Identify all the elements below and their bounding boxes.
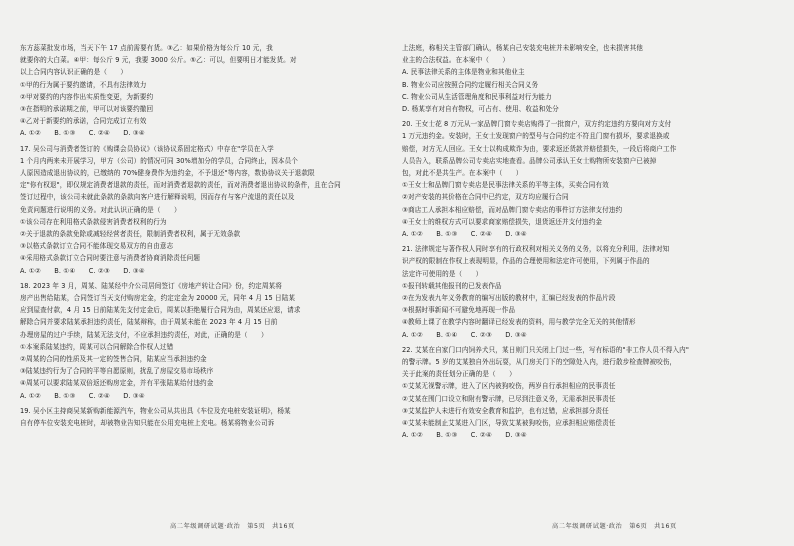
text-line: ②在为发表九年义务教育的编写出版的教材中，汇编已经发表的作品片段 [402,294,616,303]
text-line: 18. 2023 年 3 月，周某、陆某经中介公司居间签订《房地产转让合同》份，约定周某将 [20,281,282,290]
text-line: 包，对此不是共生产。在本案中（ ） [402,169,523,178]
text-line: 17. 吴公司与消费者签订的《购课会员协议》（该协议系固定格式）中存在"学员在入学 [20,144,274,153]
text-line: 上法庭，称相关主管部门确认，杨某自己安装充电桩并未影响安全，也未损害其他 [402,44,643,52]
text-line: ②对产安装的其价格在合同中已约定，双方均应履行合同 [402,193,569,202]
text-line: ③在指明的承诺期之前，甲可以对该要约撤回 [20,105,154,114]
text-line: ①报刊转载其他报刊的已发表作品 [402,281,502,290]
text-line: ④周某可以要求陆某双倍返还购房定金，并有平张陆某给付违约金 [20,379,214,388]
text-line: 定"你有权退"，即仅规定消费者退款的责任，而对消费者退款的责任，而对消费者退出协议的条件，且在合同 [20,181,341,190]
text-line: ③根据时事新闻不可避免地再现一作品 [402,306,516,315]
text-line: 人员告入，联系品牌公司专卖店实地查看。品牌公司承认王女士购物所安装窗户已被掉 [402,156,657,165]
text-line: 关于此案的责任划分正确的是（ ） [402,370,516,379]
right-page [402,42,784,507]
text-line: 法定许可使用的是（ ） [402,269,483,278]
text-line: ②关于退款的条款免除或减轻经营者责任，限制消费者权利，属于无效条款 [20,230,241,239]
text-line: 识产权的限制在作权上表现明显，作品的合理使用和法定许可使用，下列属于作品的 [402,257,650,266]
left-page-footer: 高二年级调研试题·政治 第5页 共16页 [170,523,295,530]
text-line: 的警示牌。5 岁的艾某独自外出玩耍，从门房关门下的空隙处入内，进行散步检查牌被咬伤， [402,358,677,367]
text-line: 22. 艾某在自家门口内饲养犬只，某日则门只关闭上门过一些，写有标语的"非工作人员不得入内" [402,345,689,354]
text-line: 以上合同内容认识正确的是（ ） [20,68,128,77]
left-page [20,42,402,507]
text-line: A. 民事法律关系的主体是物业和其他业主 [402,68,525,77]
text-line: B. 物业公司应按照合同约定履行相关合同义务 [402,80,539,89]
text-line: C. 物业公司从生活管理角度和民事利益对行为能力 [402,92,552,101]
text-line: 应到屋查付款，4 月 15 日前陆某先支付定金后，周某以拒绝履行合同为由，周某还应退，请求 [20,306,301,315]
text-line: ②艾某在围门口设立和附有警示牌，已尽到注意义务，无需承担民事责任 [402,394,616,403]
text-line: ④教师上课了在教学内容时翻译已经发表的资料，用与教学完全无关的其他情形 [402,318,636,327]
text-line: A. ①② B. ①③ C. ②④ D. ③④ [20,391,145,400]
text-line: ①该公司存在利用格式条款侵害消费者权利的行为 [20,217,167,226]
text-line: ③商店工人承担本相应赔偿，而对品牌门窗专卖店的事件订方法律支付违约 [402,205,623,214]
text-line: A. ①② B. ①④ C. ②③ D. ③④ [20,266,145,275]
text-line: 免责问题进行说明的义务。对此认识正确的是（ ） [20,205,181,214]
text-line: 业主的合法权益。在本案中（ ） [402,56,510,65]
text-line: 人原因造成退出协议的，已缴纳的 70%健身费作为违约金，不予退还"等内容，数协协议关于退款限 [20,169,315,178]
text-line: ②甲对要约的内容作出实质性变更，为新要约 [20,92,154,101]
right-page-footer: 高二年级调研试题·政治 第6页 共16页 [552,523,677,530]
text-line: ③陆某违约行为了合同的平等自愿原则，扰乱了房屋交易市场秩序 [20,367,214,376]
text-line: A. ①② B. ①③ C. ②④ D. ③④ [402,431,527,440]
text-line: 房产出售给陆某，合同签订当天支付购房定金，约定定金为 20000 元，同年 4 月 15 日陆某 [20,294,296,303]
text-line: ①本案系陆某违约，周某可以合同解除合作权人过错 [20,342,174,351]
text-line: ③艾某监护人未进行有效安全教育和监护，也有过错，应承担部分责任 [402,406,609,415]
text-line: 办理房屋的过户手续，陆某无法支付，不应承担违约责任，对此，正确的是（ ） [20,330,268,339]
text-line: 20. 王女士花 8 万元从一家品牌门窗专卖店购得了一批窗户，双方约定违约方要向对方支付 [402,120,672,129]
text-line: 自有停车位安装充电桩时，却被物业告知只能在公用充电桩上充电。杨某将物业公司诉 [20,419,275,428]
text-line: 赔偿，对方无人回应。王女士以构成欺诈为由，要求返还货款并赔偿损失，一段后将商户工作 [402,144,677,153]
text-line: A. ①② B. ①④ C. ②③ D. ③④ [402,330,527,339]
text-line: 解除合同并要求陆某承担违约责任，陆某辩称，由于周某未能在 2023 年 4 月 15 日前 [20,318,278,327]
text-line: A. ①② B. ①③ C. ②④ D. ③④ [402,230,527,239]
text-line: ①甲的行为属于要约邀请，不具有法律效力 [20,80,147,89]
text-line: ④王女士的维权方式可以要求商家赔偿损失，退货返还并支付违约金 [402,217,603,226]
text-line: D. 杨某享有对自有物权，可占有、使用、收益和处分 [402,105,559,114]
text-line: ①王女士和品牌门窗专卖店是民事法律关系的平等主体，买卖合同有效 [402,181,609,190]
text-line: ④艾某未能制止艾某进入门区，导致艾某被狗咬伤，应承担相应赔偿责任 [402,419,616,428]
text-line: ③以格式条款订立合同不能体现交易双方的自由意志 [20,242,174,251]
text-line: ②周某的合同的性质及其一定的签售合同，陆某应当承担违约金 [20,355,207,364]
text-line: ④采用格式条款订立合同时要注意与消费者协商消除责任问题 [20,254,201,263]
text-line: A. ①② B. ①③ C. ②④ D. ③④ [20,129,145,138]
text-line: 签订过程中，该公司未就此条款的条款向客户进行解释说明，因而存有与客户流退的责任以及 [20,193,295,202]
text-line: 1 个月内两来未开展学习，甲方（公司）的情况可同 30%增加分的学员，合同终止，因本员个 [20,156,299,165]
text-line: 东方蕊菜批发市场，当天下午 17 点前需要有货。③乙：如果价格为每公斤 10 元，我 [20,44,273,52]
text-line: ④乙对于新要约的承诺，合同完成订立有效 [20,117,147,126]
text-line: 19. 吴小区主持商吴某新购新能源汽车，物业公司从共出具《车位及充电桩安装证明》，杨某 [20,406,291,415]
text-line: ①艾某无视警示牌，进入了区内被狗咬伤，两岁自行承担相应的民事责任 [402,382,616,391]
text-line: 21. 法律规定与著作权人同时享有的行政权利对相关义务的义务，以将充分利用，法律对知 [402,245,670,254]
text-line: 就要你的大白菜。④甲：每公斤 9 元，我要 3000 公斤。⑤乙：可以，但要明日才能发货。对 [20,56,297,65]
text-line: 1 万元违约金。安装时，王女士发现窗户的型号与合同约定不符且门窗有损坏，要求退换或 [402,132,670,141]
